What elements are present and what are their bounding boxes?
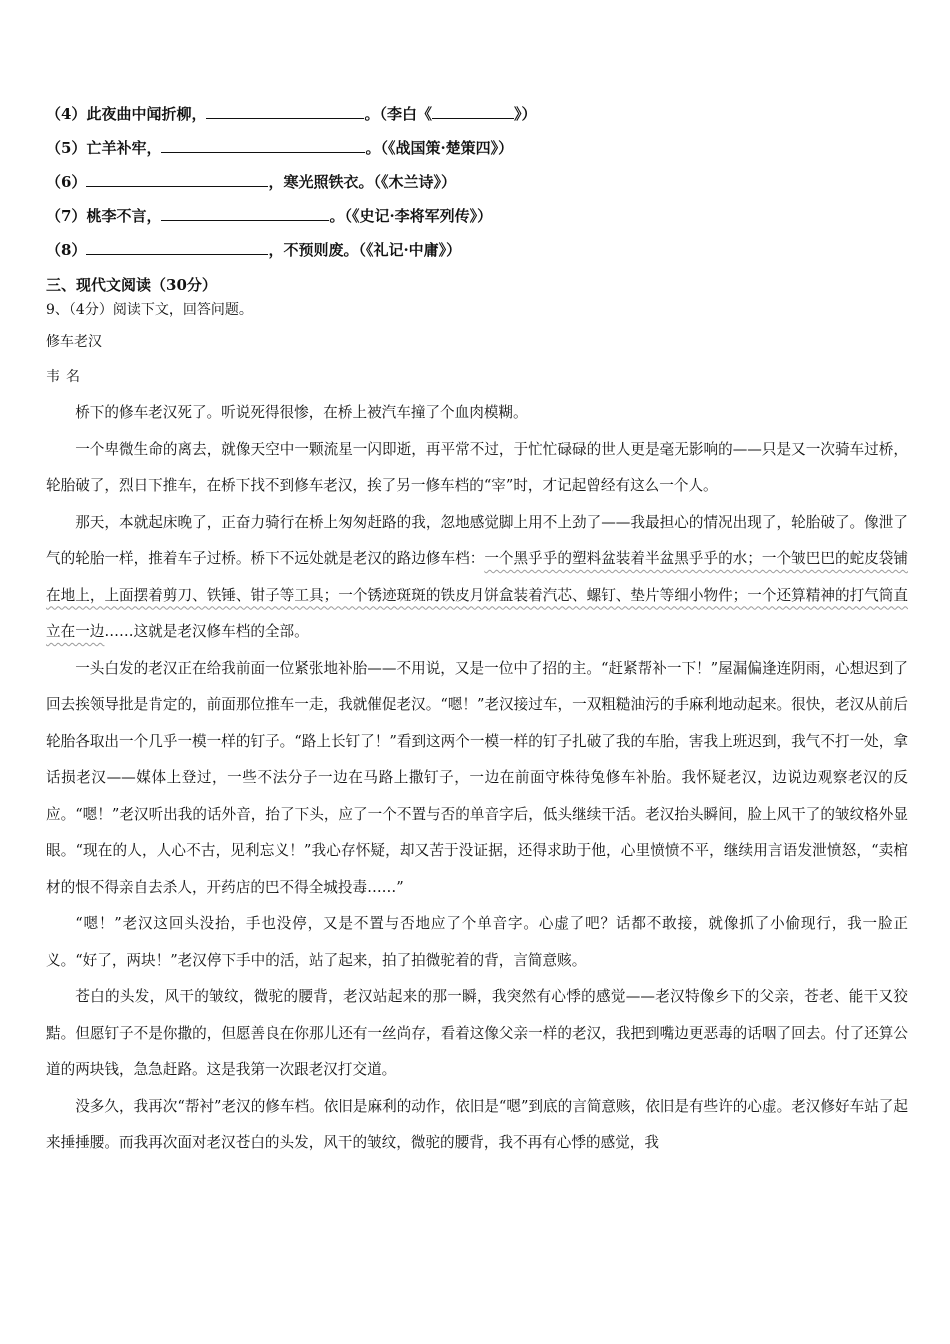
answer-blank[interactable] <box>86 172 268 187</box>
item-number: （8） <box>46 241 87 259</box>
paragraph: 桥下的修车老汉死了。听说死得很惨，在桥上被汽车撞了个血肉模糊。 <box>75 404 528 421</box>
item-text-before: 此夜曲中闻折柳， <box>86 105 207 123</box>
paragraph <box>46 505 908 651</box>
item-text-after: 。（《战国策·楚策四》） <box>365 139 514 157</box>
item-text-after: ，寒光照铁衣。（《木兰诗》） <box>268 173 456 191</box>
article-title: 修车老汉 <box>46 334 102 350</box>
section-title: 三、现代文阅读（30分） <box>46 276 217 294</box>
paragraph: “嗯！”老汉这回头没抬，手也没停，又是不置与否地应了个单音字。心虚了吧？话都不敢接，就像抓了小偷现行，我一脸正义。“好了，两块！”老汉停下手中的活，站了起来，拍了拍微驼着的背，言简意赅。 <box>46 915 908 969</box>
paragraph: 一个卑微生命的离去，就像天空中一颗流星一闪即逝，再平常不过，于忙忙碌碌的世人更是毫无影响的——只是又一次骑车过桥，轮胎破了，烈日下推车，在桥下找不到修车老汉，挨了另一修车档的“宰”时，才记起曾经有这么一个人。 <box>46 440 908 494</box>
item-text-after-2: 》） <box>513 105 537 123</box>
fill-in-item-4 <box>46 103 536 124</box>
paragraph: 苍白的头发，风干的皱纹，微驼的腰背，老汉站起来的那一瞬，我突然有心悸的感觉——老汉特像乡下的父亲，苍老、能干又狡黠。但愿钉子不是你撒的，但愿善良在你那儿还有一丝尚存，看着这像父亲一样的老汉，我把到嘴边更恶毒的话咽了回去。付了还算公道的两块钱，急急赶路。这是我第一次跟老汉打交道。 <box>46 988 908 1078</box>
item-text-before: 亡羊补牢， <box>86 139 162 157</box>
item-number: （6） <box>46 173 87 191</box>
paragraph: 没多久，我再次“帮衬”老汉的修车档。依旧是麻利的动作，依旧是“嗯”到底的言简意赅，依旧是有些许的心虚。老汉修好车站了起来捶捶腰。而我再次面对老汉苍白的头发，风干的皱纹，微驼的腰背，我不再有心悸的感觉，我 <box>46 1097 908 1151</box>
fill-in-item-6 <box>46 171 456 192</box>
item-text-before: 桃李不言， <box>86 207 162 225</box>
fill-in-item-7 <box>46 205 492 226</box>
item-text-after: ，不预则废。（《礼记·中庸》） <box>268 241 462 259</box>
paragraph: 一头白发的老汉正在给我前面一位紧张地补胎——不用说，又是一位中了招的主。“赶紧帮补一下！”屋漏偏逢连阴雨，心想迟到了回去挨领导批是肯定的，前面那位推车一走，我就催促老汉。“嗯！”老汉接过车，一双粗糙油污的手麻利地动起来。很快，老汉从前后轮胎各取出一个几乎一模一样的钉子。“路上长钉了！”看到这两个一模一样的钉子扎破了我的车胎，害我上班迟到，我气不打一处，拿话损老汉——媒体上登过，一些不法分子一边在马路上撒钉子，一边在前面守株待兔修车补胎。我怀疑老汉，边说边观察老汉的反应。“嗯！”老汉听出我的话外音，抬了下头，应了一个不置与否的单音字后，低头继续干活。老汉抬头瞬间，脸上风干了的皱纹格外显眼。“现在的人，人心不古，见利忘义！”我心存怀疑，却又苦于没证据，还得求助于他，心里愤愤不平，继续用言语发泄愤怒，“卖棺材的恨不得亲自去杀人，开药店的巴不得全城投毒……” <box>46 659 908 896</box>
item-number: （4） <box>46 105 87 123</box>
answer-blank[interactable] <box>161 206 329 221</box>
question-prompt: 9、（4分）阅读下文，回答问题。 <box>46 302 253 318</box>
item-text-after: 。（李白《 <box>364 105 432 123</box>
fill-in-item-5 <box>46 137 513 158</box>
item-number: （7） <box>46 207 87 225</box>
answer-blank[interactable] <box>206 104 364 119</box>
paragraph-text: ……这就是老汉修车档的全部。 <box>104 623 309 640</box>
wavy-underlined-text: 一个黑乎乎的塑料盆装着半盆黑乎乎的水；一个皱巴巴的蛇皮袋铺在地上，上面摆着剪刀、铁锤、钳子等工具；一个锈迹斑斑的铁皮月饼盒装着汽芯、螺钉、垫片等细小物件；一个还算精神的打气筒直立在一边 <box>46 550 908 640</box>
article-author: 韦名 <box>46 369 86 385</box>
item-text-after: 。（《史记·李将军列传》） <box>329 207 493 225</box>
answer-blank[interactable] <box>161 138 365 153</box>
fill-in-item-8 <box>46 239 461 260</box>
answer-blank[interactable] <box>86 240 268 255</box>
paragraph-text: 那天，本就起床晚了，正奋力骑行在桥上匆匆赶路的我，忽地感觉脚上用不上劲了——我最担心的情况出现了，轮胎破了。像泄了气的轮胎一样，推着车子过桥。桥下不远处就是老汉的路边修车档： <box>46 513 908 567</box>
answer-blank-title[interactable] <box>432 104 514 119</box>
item-number: （5） <box>46 139 87 157</box>
article-body <box>46 395 908 1162</box>
